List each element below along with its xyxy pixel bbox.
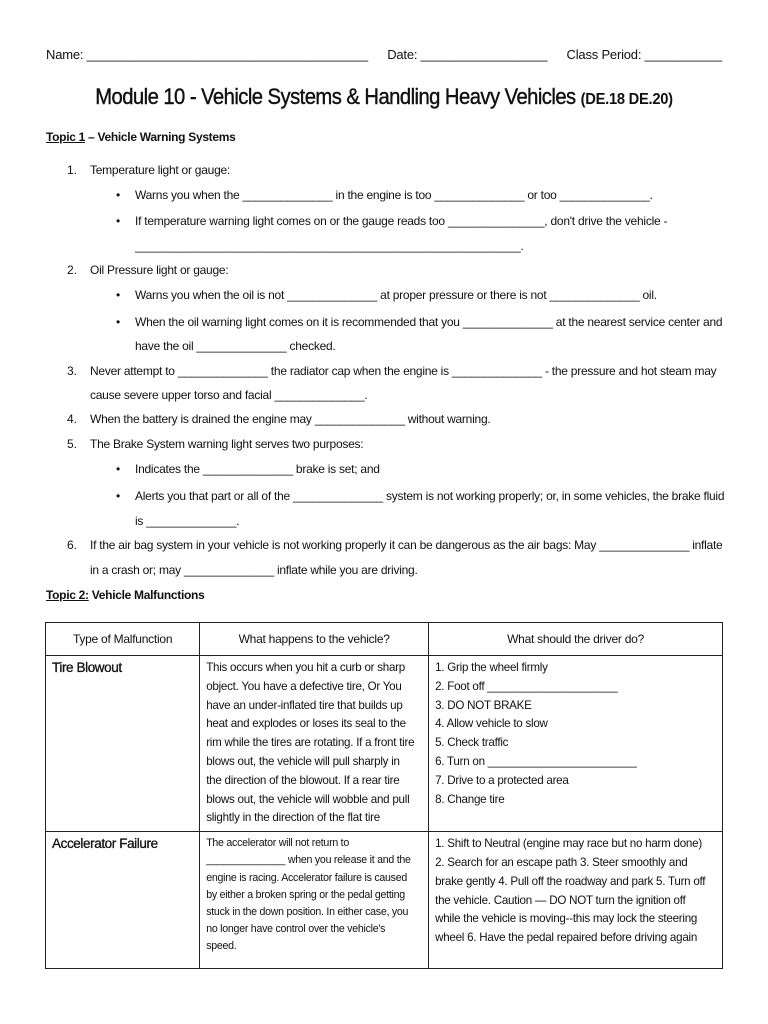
action-step: wheel 6. Have the pedal repaired before driving again <box>435 931 698 945</box>
action-step: 3. DO NOT BRAKE <box>435 698 532 712</box>
description-line: stuck in the down position. In either case, you <box>206 905 409 918</box>
worksheet-line: is ______________. <box>135 514 240 528</box>
topic-2-title: Vehicle Malfunctions <box>88 588 205 602</box>
description-line: This occurs when you hit a curb or sharp <box>206 661 405 674</box>
item-number: 6. <box>67 538 78 552</box>
action-step: 6. Turn on ________________________ <box>435 754 637 768</box>
action-step: while the vehicle is moving--this may lock the steering <box>435 912 698 926</box>
description-line: have an under-inflated tire that builds up <box>206 698 403 712</box>
action-step: brake gently 4. Pull off the roadway and park 5. Turn off <box>435 874 706 888</box>
worksheet-line: When the oil warning light comes on it is recommended that you ______________ at the nearest service center and <box>135 315 723 329</box>
action-step: the vehicle. Caution — DO NOT turn the ignition off <box>435 893 686 907</box>
action-step: 7. Drive to a protected area <box>435 773 569 787</box>
bullet-icon: • <box>116 315 121 329</box>
malfunction-type: Accelerator Failure <box>46 832 200 969</box>
description-line: blows out, the vehicle will wobble and pull <box>206 792 410 806</box>
class-period-field: Class Period: ___________ <box>566 47 722 62</box>
topic-1-label: Topic 1 <box>46 130 86 144</box>
description-line: the direction of the blowout. If a rear tire <box>206 773 400 787</box>
action-step: 1. Shift to Neutral (engine may race but no harm done) <box>435 837 702 851</box>
item-number: 3. <box>67 364 78 378</box>
item-number: 5. <box>67 437 78 451</box>
malfunctions-table <box>45 622 723 969</box>
description-line: no longer have control over the vehicle's <box>206 923 386 936</box>
column-header: What should the driver do? <box>429 623 723 656</box>
worksheet-line: ____________________________________________________________. <box>135 239 524 253</box>
action-step: 2. Foot off _____________________ <box>435 679 618 693</box>
action-step: 1. Grip the wheel firmly <box>435 661 548 674</box>
bullet-icon: • <box>116 288 121 302</box>
action-step: 5. Check traffic <box>435 736 509 750</box>
description-line: object. You have a defective tire, Or You <box>206 679 402 693</box>
item-number: 4. <box>67 412 78 426</box>
student-info-header <box>46 47 722 62</box>
worksheet-line: Alerts you that part or all of the ______________ system is not working properly; or, in some vehicles, the brake fluid <box>135 489 725 503</box>
action-step: 2. Search for an escape path 3. Steer smoothly and <box>435 855 688 869</box>
bullet-icon: • <box>116 188 121 202</box>
worksheet-line: Oil Pressure light or gauge: <box>90 263 229 277</box>
topic-2-heading <box>46 588 204 602</box>
driver-actions <box>429 656 723 832</box>
worksheet-line: If the air bag system in your vehicle is not working properly it can be dangerous as the air bags: May ______________ inflate <box>90 538 723 552</box>
description-line: slightly in the direction of the flat tire <box>206 811 380 825</box>
topic-2-label: Topic 2: <box>46 588 89 602</box>
description-line: by either a broken spring or the pedal getting <box>206 888 405 901</box>
bullet-icon: • <box>116 462 121 476</box>
table-row <box>46 656 723 832</box>
action-step: 8. Change tire <box>435 792 505 806</box>
table-header-row <box>46 623 723 656</box>
worksheet-line: If temperature warning light comes on or the gauge reads too _______________, don't drive the vehicle - <box>135 214 668 228</box>
worksheet-line: Warns you when the oil is not ______________ at proper pressure or there is not ______________ oil. <box>135 288 657 302</box>
malfunction-description <box>200 832 429 969</box>
date-field: Date: __________________ <box>387 47 548 62</box>
description-line: heat and explodes or loses its seal to the <box>206 717 406 731</box>
malfunction-description <box>200 656 429 832</box>
worksheet-line: cause severe upper torso and facial ______________. <box>90 388 368 402</box>
description-line: ______________ when you release it and the <box>206 854 411 867</box>
action-step: 4. Allow vehicle to slow <box>435 717 548 731</box>
malfunction-type: Tire Blowout <box>46 656 200 832</box>
bullet-icon: • <box>116 214 121 228</box>
module-title: Module 10 - Vehicle Systems & Handling Heavy Vehicles <box>95 84 576 109</box>
topic-1-title: – Vehicle Warning Systems <box>85 130 236 144</box>
table-row <box>46 832 723 969</box>
worksheet-line: The Brake System warning light serves two purposes: <box>90 437 364 451</box>
worksheet-line: When the battery is drained the engine may ______________ without warning. <box>90 412 491 426</box>
description-line: engine is racing. Accelerator failure is caused <box>206 871 408 884</box>
item-number: 2. <box>67 263 78 277</box>
standards-code: (DE.18 DE.20) <box>580 91 673 108</box>
column-header: Type of Malfunction <box>46 623 200 656</box>
worksheet-line: Warns you when the ______________ in the engine is too ______________ or too ______________. <box>135 188 653 202</box>
page-title <box>31 84 738 110</box>
driver-actions <box>429 832 723 969</box>
item-number: 1. <box>67 163 78 177</box>
description-line: rim while the tires are rotating. If a front tire <box>206 736 415 750</box>
description-line: The accelerator will not return to <box>206 837 350 850</box>
topic-1-heading <box>46 130 236 144</box>
worksheet-line: have the oil ______________ checked. <box>135 339 336 353</box>
worksheet-line: Never attempt to ______________ the radiator cap when the engine is ______________ - the pressure and hot steam may <box>90 364 717 378</box>
worksheet-line: Temperature light or gauge: <box>90 163 231 177</box>
worksheet-line: in a crash or; may ______________ inflate while you are driving. <box>90 563 418 577</box>
column-header: What happens to the vehicle? <box>200 623 429 656</box>
description-line: speed. <box>206 940 237 953</box>
bullet-icon: • <box>116 489 121 503</box>
name-field: Name: ________________________________________ <box>46 47 368 62</box>
worksheet-line: Indicates the ______________ brake is set; and <box>135 462 380 476</box>
description-line: blows out, the vehicle will pull sharply in <box>206 754 400 768</box>
